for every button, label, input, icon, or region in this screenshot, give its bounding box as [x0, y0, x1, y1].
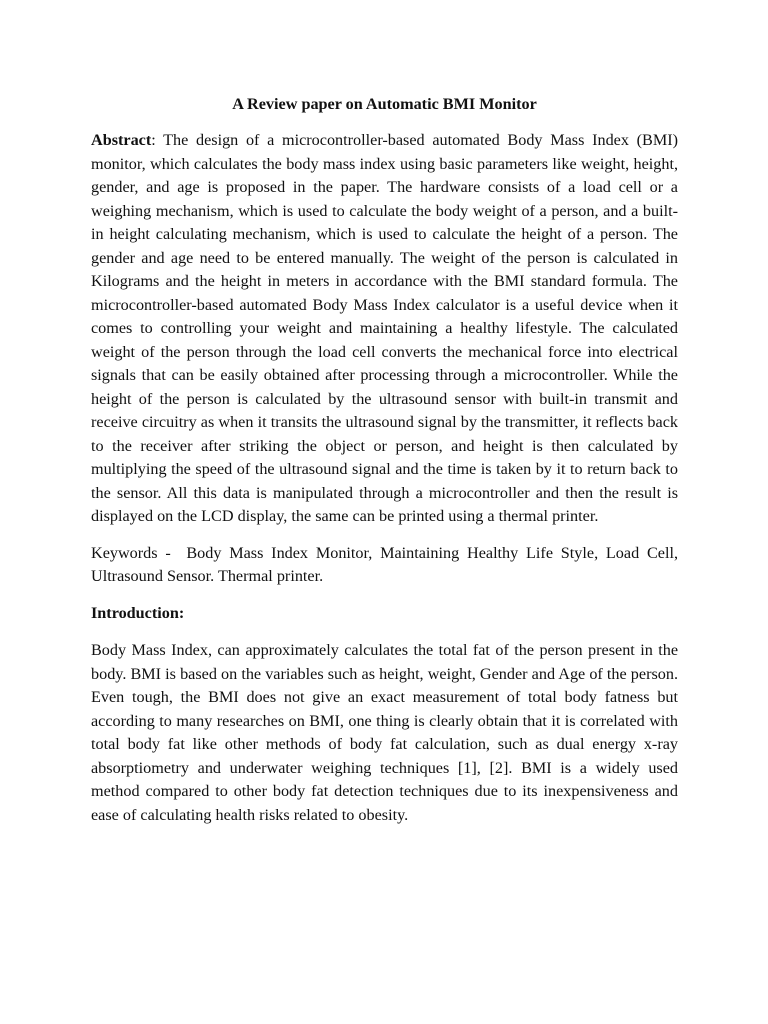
abstract-text: : The design of a microcontroller-based automated Body Mass Index (BMI) monitor, which calculates the body mass index using basic parameters like weight, height, gender, and age is proposed in the paper. The hardware consists of a load cell or a weighing mechanism, which is used to calculate the body weight of a person, and a built-in height calculating mechanism, which is used to calculate the height of a person. The gender and age need to be entered manually. The weight of the person is calculated in Kilograms and the height in meters in accordance with the BMI standard formula. The microcontroller-based automated Body Mass Index calculator is a useful device when it comes to controlling your weight and maintaining a healthy lifestyle. The calculated weight of the person through the load cell converts the mechanical force into electrical signals that can be easily obtained after processing through a microcontroller. While the height of the person is calculated by the ultrasound sensor with built-in transmit and receive circuitry as when it transits the ultrasound signal by the transmitter, it reflects back to the receiver after striking the object or person, and height is then calculated by multiplying the speed of the ultrasound signal and the time is taken by it to return back to the sensor. All this data is manipulated through a microcontroller and then the result is displayed on the LCD display, the same can be printed using a thermal printer.	[91, 131, 678, 525]
abstract-paragraph	[91, 129, 678, 529]
introduction-paragraph: Body Mass Index, can approximately calculates the total fat of the person present in the body. BMI is based on the variables such as height, weight, Gender and Age of the person. Even tough, the BMI does not give an exact measurement of total body fatness but according to many researches on BMI, one thing is clearly obtain that it is correlated with total body fat like other methods of body fat calculation, such as dual energy x-ray absorptiometry and underwater weighing techniques [1], [2]. BMI is a widely used method compared to other body fat detection techniques due to its inexpensiveness and ease of calculating health risks related to obesity.	[91, 641, 678, 824]
introduction-heading: Introduction:	[91, 603, 185, 622]
keywords-text: Body Mass Index Monitor, Maintaining Healthy Life Style, Load Cell, Ultrasound Sensor. Thermal printer.	[91, 543, 678, 585]
paper-page	[91, 93, 678, 840]
abstract-label: Abstract	[91, 131, 152, 149]
keywords-paragraph	[91, 542, 678, 589]
paper-title: A Review paper on Automatic BMI Monitor	[232, 95, 537, 113]
keywords-label: Keywords -	[91, 543, 187, 562]
